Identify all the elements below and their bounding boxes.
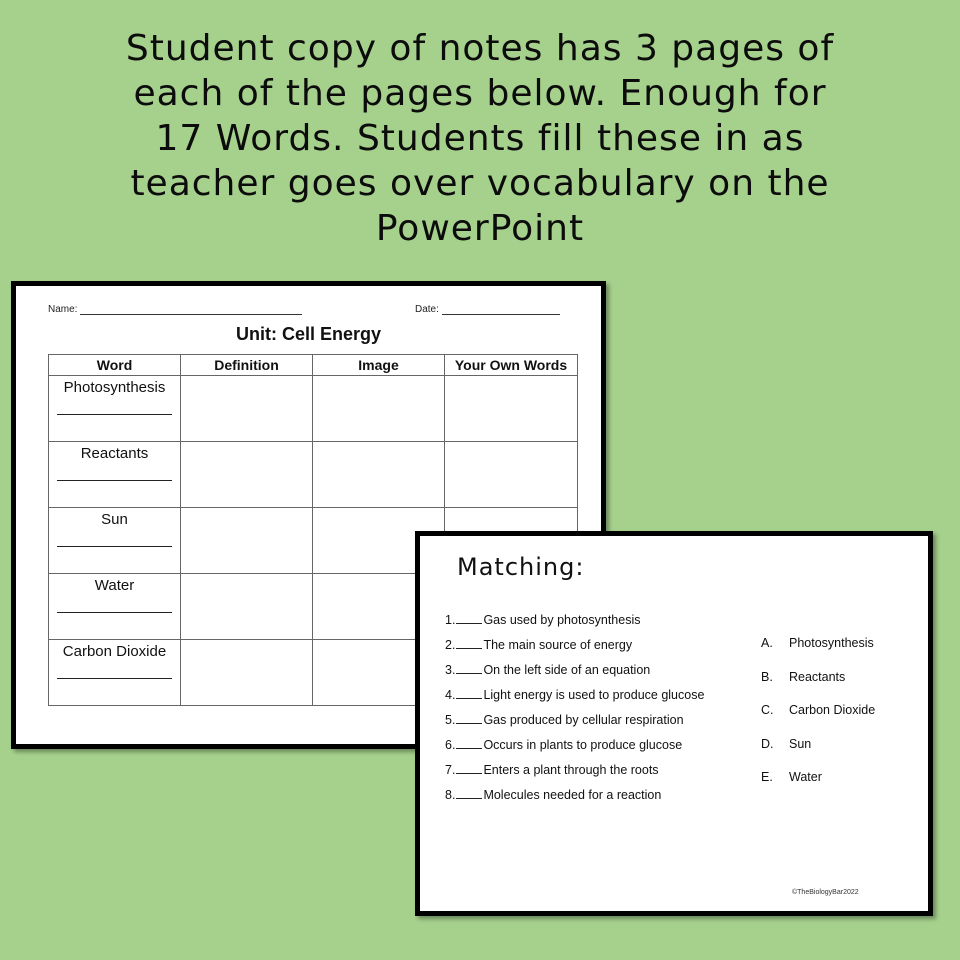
question-text: The main source of energy [483,638,633,652]
caption-text [0,26,960,251]
answer-item [761,668,875,702]
question-text: Enters a plant through the roots [483,763,659,777]
question-item [445,761,704,786]
question-number: 4. [445,688,456,702]
question-number: 7. [445,763,456,777]
question-item [445,711,704,736]
question-text: Occurs in plants to produce glucose [483,738,683,752]
table-row [49,376,578,442]
answer-item [761,701,875,735]
column-header-word: Word [49,355,181,376]
answer-blank [456,662,482,674]
answer-text: Sun [789,736,812,751]
question-item [445,661,704,686]
unit-title: Unit: Cell Energy [235,324,382,344]
caption-line: Student copy of notes has 3 pages of [125,28,835,69]
definition-cell [181,574,313,640]
definition-cell [181,376,313,442]
word-cell [49,376,181,442]
definition-cell [181,442,313,508]
column-header-own-words: Your Own Words [445,355,578,376]
image-cell [313,442,445,508]
answer-blank [456,687,482,699]
question-number: 3. [445,663,456,677]
matching-title: Matching: [457,553,585,581]
answer-blank [456,737,482,749]
column-header-definition: Definition [181,355,313,376]
answer-blank [456,787,482,799]
question-number: 6. [445,738,456,752]
question-text: Gas used by photosynthesis [483,613,641,627]
date-label: Date: [415,304,439,315]
answer-item [761,634,875,668]
word-cell [49,640,181,706]
answer-blank [456,637,482,649]
column-header-image: Image [313,355,445,376]
name-field [48,304,302,315]
answer-blank [456,762,482,774]
definition-cell [181,508,313,574]
word-cell [49,574,181,640]
word-label: Carbon Dioxide [62,643,167,660]
question-item [445,611,704,636]
question-item [445,686,704,711]
answer-blank [456,612,482,624]
copyright-text: ©TheBiologyBar2022 [792,889,859,896]
name-label: Name: [48,304,78,315]
word-label: Water [94,577,135,594]
word-blank-line [57,546,172,547]
name-blank-line [80,304,302,315]
own-words-cell [445,376,578,442]
caption-line: 17 Words. Students fill these in as [155,118,805,159]
answer-text: Photosynthesis [789,636,874,650]
table-row [49,442,578,508]
word-label: Sun [101,511,128,528]
matching-worksheet [415,531,933,916]
question-item [445,736,704,761]
answer-blank [456,712,482,724]
answer-letter: E. [761,770,773,784]
date-blank-line [442,304,560,315]
question-item [445,786,704,811]
word-blank-line [57,612,172,613]
caption-line: teacher goes over vocabulary on the [130,163,830,204]
name-date-row [48,304,568,318]
date-field [415,304,560,315]
definition-cell [181,640,313,706]
answer-text: Carbon Dioxide [789,703,876,717]
word-blank-line [57,480,172,481]
question-text: Molecules needed for a reaction [483,788,662,802]
question-text: On the left side of an equation [483,663,651,677]
caption-line: each of the pages below. Enough for [133,73,827,114]
word-label: Reactants [80,445,149,462]
question-number: 5. [445,713,456,727]
word-blank-line [57,678,172,679]
question-number: 1. [445,613,456,627]
answer-text: Reactants [789,669,846,684]
answer-letter: B. [761,669,773,684]
word-cell [49,442,181,508]
word-blank-line [57,414,172,415]
answer-item [761,768,875,802]
word-label: Photosynthesis [63,379,166,396]
question-text: Light energy is used to produce glucose [483,688,705,702]
answer-list [761,634,875,802]
table-header-row [49,355,578,376]
question-number: 8. [445,788,456,802]
image-cell [313,376,445,442]
question-list [445,611,704,811]
own-words-cell [445,442,578,508]
answer-letter: A. [761,636,773,650]
question-text: Gas produced by cellular respiration [483,713,684,727]
answer-letter: C. [761,703,774,717]
word-cell [49,508,181,574]
question-number: 2. [445,638,456,652]
question-item [445,636,704,661]
answer-text: Water [789,770,822,784]
caption-line: PowerPoint [375,208,585,249]
answer-item [761,735,875,769]
answer-letter: D. [761,736,774,751]
